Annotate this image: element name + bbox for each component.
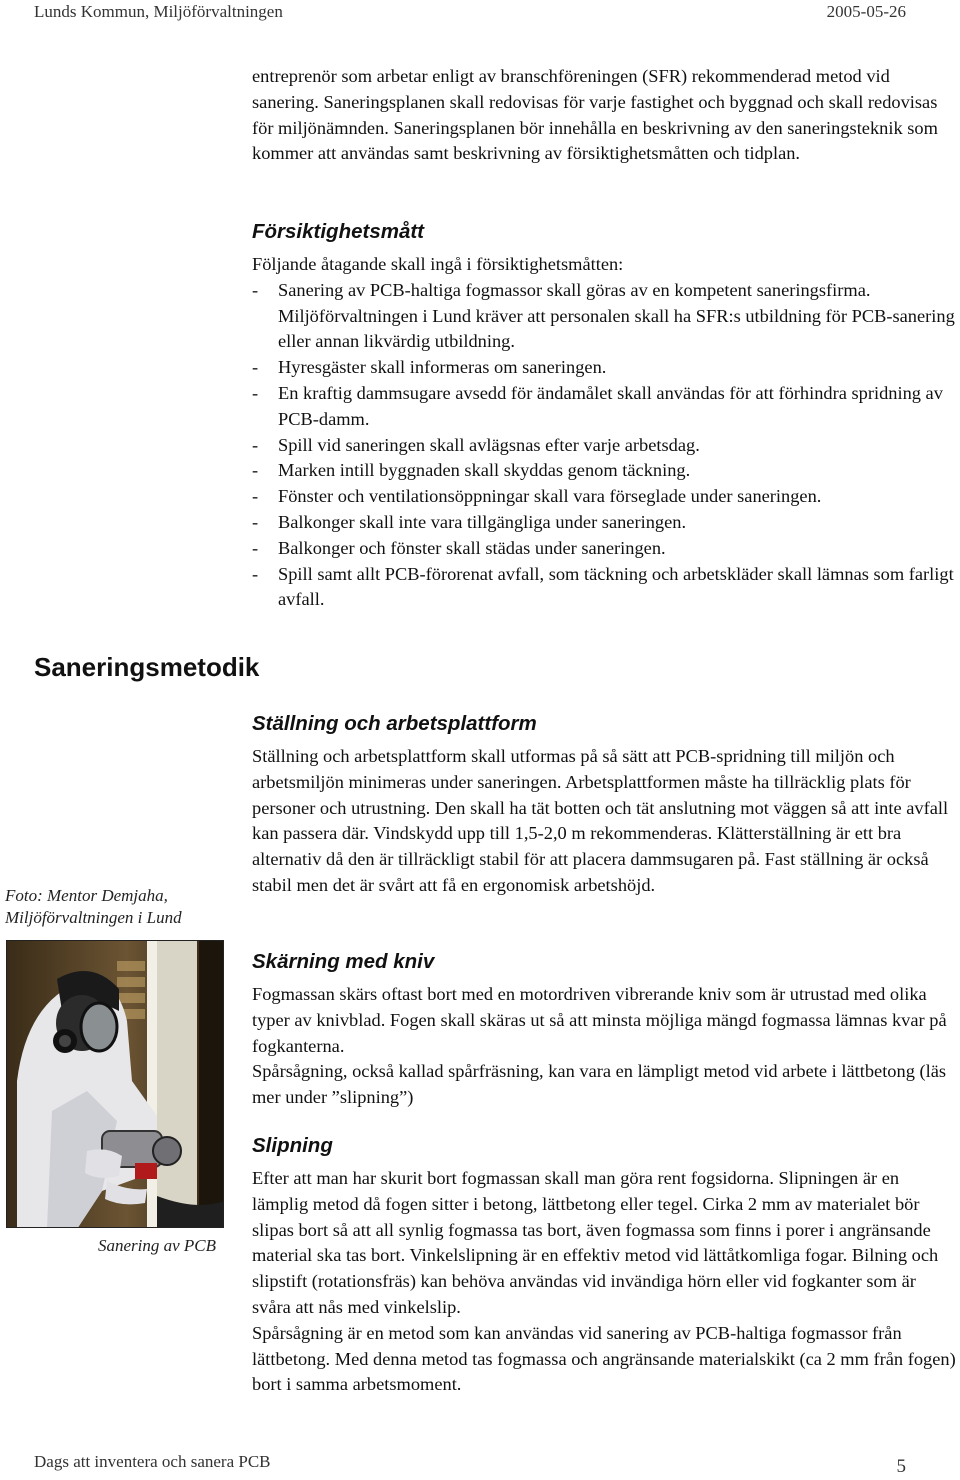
- heading-skarning: Skärning med kniv: [252, 950, 435, 973]
- slipning-paragraph-2: Spårsågning är en metod som kan användas vid sanering av PCB-haltiga fogmassor från lättbetong. Med denna metod tas fogmassa och angränsande materialskikt (ca 2 mm från fogen) bort i samma arbetsmoment.: [252, 1322, 956, 1395]
- side-title-saneringsmetodik: Saneringsmetodik: [34, 652, 260, 682]
- list-item: - Marken intill byggnaden skall skyddas genom täckning.: [252, 458, 958, 484]
- heading-slipning: Slipning: [252, 1134, 333, 1157]
- intro-paragraph: entreprenör som arbetar enligt av branschföreningen (SFR) rekommenderad metod vid sanering. Saneringsplanen skall redovisas för varje fastighet och byggnad och skall redovisas för miljönämnden. Saneringsplanen bör innehålla en beskrivning av den saneringsteknik som kommer att användas samt beskrivning av försiktighetsmåtten och tidplan.: [252, 66, 938, 164]
- photo-credit-line2: Miljöförvaltningen i Lund: [5, 908, 182, 927]
- header-organisation: Lunds Kommun, Miljöförvaltningen: [34, 2, 283, 21]
- list-item: - Balkonger skall inte vara tillgängliga under saneringen.: [252, 510, 958, 536]
- heading-forsiktighetsmatt: Försiktighetsmått: [252, 220, 424, 243]
- skarning-paragraph-2: Spårsågning, också kallad spårfräsning, kan vara en lämpligt metod vid arbete i lättbetong (läs mer under ”slipning”): [252, 1061, 947, 1108]
- photo-caption: Sanering av PCB: [97, 1236, 216, 1255]
- list-item: - Balkonger och fönster skall städas under saneringen.: [252, 536, 958, 562]
- header-date: 2005-05-26: [826, 2, 906, 21]
- list-item: - Hyresgäster skall informeras om saneringen.: [252, 355, 958, 381]
- list-item: - En kraftig dammsugare avsedd för ändamålet skall användas för att förhindra spridning av PCB-damm.: [252, 381, 958, 433]
- page-footer: [0, 1452, 960, 1480]
- list-item: - Spill samt allt PCB-förorenat avfall, som täckning och arbetskläder skall lämnas som farligt avfall.: [252, 562, 958, 614]
- forsiktighet-list: [252, 278, 958, 613]
- photo-credit: [5, 885, 235, 929]
- photo-credit-line1: Foto: Mentor Demjaha,: [5, 886, 168, 905]
- section-stallning: [252, 710, 958, 899]
- page-number: 5: [896, 1456, 906, 1477]
- worker-photo: [6, 940, 224, 1228]
- intro-block: [252, 64, 958, 167]
- section-forsiktighetsmatt: [252, 218, 958, 613]
- forsiktighet-lead: Följande åtagande skall ingå i försiktighetsmåtten:: [252, 254, 624, 274]
- list-item: - Sanering av PCB-haltiga fogmassor skall göras av en kompetent saneringsfirma. Miljöförvaltningen i Lund kräver att personalen skall ha SFR:s utbildning för PCB-sanering eller annan likvärdig utbildning.: [252, 278, 958, 355]
- page-header: [0, 0, 960, 30]
- section-skarning: [252, 948, 958, 1111]
- list-item: - Fönster och ventilationsöppningar skall vara förseglade under saneringen.: [252, 484, 958, 510]
- footer-title: Dags att inventera och sanera PCB: [34, 1452, 271, 1471]
- stallning-paragraph: Ställning och arbetsplattform skall utformas på så sätt att PCB-spridning till miljön och arbetsmiljön minimeras under saneringen. Arbetsplattformen måste ha tillräcklig plats för personer och utrustning. Den skall ha tät botten och tät anslutning mot väggen så att inte avfall kan passera där. Vindskydd upp till 1,5-2,0 m rekommenderas. Klätterställning är ett bra alternativ då den är tillräckligt stabil för att placera dammsugaren på. Fast ställning är också stabil men det är svårt att få en ergonomisk arbetshöjd.: [252, 746, 949, 895]
- list-item: - Spill vid saneringen skall avlägsnas efter varje arbetsdag.: [252, 433, 958, 459]
- skarning-paragraph-1: Fogmassan skärs oftast bort med en motordriven vibrerande kniv som är utrustad med olika typer av knivblad. Fogen skall skäras ut så att minsta möjliga mängd fogmassa lämnas kvar på fogkanterna.: [252, 984, 947, 1056]
- section-slipning: [252, 1132, 958, 1398]
- slipning-paragraph-1: Efter att man har skurit bort fogmassan skall man göra rent fogsidorna. Slipningen är en lämplig metod då fogen sitter i betong, lättbetong eller tegel. Cirka 2 mm av materialet bör slipas bort så att all synlig fogmassa tas bort, även fogmassa som finns i porer i angränsande material ska tas bort. Vinkelslipning är en effektiv metod vid lättåtkomliga fogar. Bilning och slipstift (rotationsfräs) kan behöva användas vid invändiga hörn eller vid fogkanter som är svåra att nås med vinkelslip.: [252, 1168, 939, 1317]
- heading-stallning: Ställning och arbetsplattform: [252, 712, 537, 735]
- worker-photo-illustration: [7, 941, 224, 1228]
